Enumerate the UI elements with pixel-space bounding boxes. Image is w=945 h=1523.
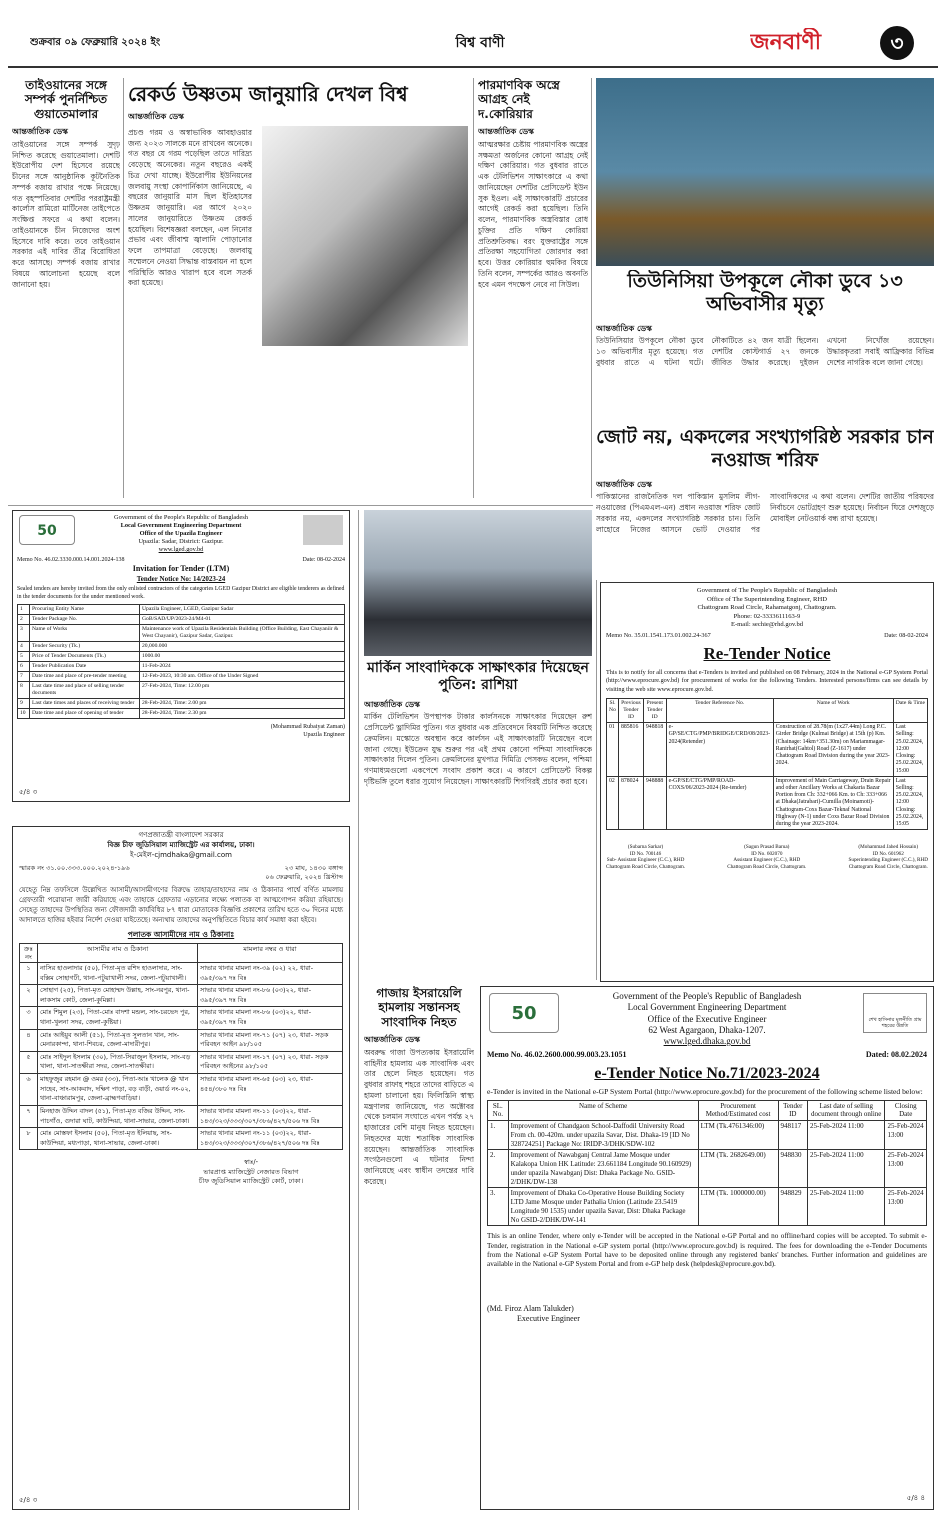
table-cell: 12-Feb-2023, 10:30 am. Office of the Under Signed [140, 671, 345, 681]
table-cell: 28-Feb-2024, Time: 2.30 pm [140, 708, 345, 718]
table-cell: 885816 [618, 723, 643, 777]
headline-gaza: গাজায় ইসরায়েলি হামলায় সন্তানসহ সাংবাদিক নিহত [376, 986, 462, 1029]
table-cell: 01 [607, 723, 619, 777]
court-sign-office: চীফ জুডিসিয়াল ম্যাজিস্ট্রেট কোর্ট, ঢাকা। [198, 1176, 304, 1185]
table-cell: মাহফুজুর রহমান @ ওমর (৩৩), পিতা-আঃ খালেক @ খান সাহেব, সাং-আকবাদ, দক্ষিণ পাড়া, বড় বাড়ী, ওয়ার্ড নং-০২, থানা-বাঞ্চারামপুর, জেলা-ব্রাহ্মণবাড়িয়া। [38, 1074, 198, 1106]
headline-taiwan: তাইওয়ানের সঙ্গে সম্পর্ক পুনর্নিশ্চিত গুয়াতেমালার [24, 78, 108, 121]
court-office: বিজ্ঞ চীফ জুডিসিয়াল ম্যাজিস্ট্রেট এর কার্যালয়, ঢাকা। [107, 840, 255, 849]
ltm-table [17, 604, 345, 719]
table-header-row [488, 1100, 927, 1121]
rhd-table [606, 698, 928, 830]
table-cell: Procuring Entity Name [30, 604, 140, 614]
table-cell: সাভার থানার মামলা নং-৩৯ (০২) ২২, ধারা- ৩৯৫/৩৯৭ দঃ বিঃ [198, 963, 343, 985]
row-divider [8, 505, 593, 506]
ltm-portrait [303, 515, 343, 545]
signature-line: Chattogram Road Circle, Chattogram. [606, 863, 686, 870]
table-header-cell: Closing Date [885, 1100, 927, 1121]
table-cell: মিনহাজ উদ্দিন বাদল (৫১), পিতা-মৃত বজির উদ্দিন, সাং-পাচগাঁও, গুদারা ঘাট, কাউন্দিয়া, থানা-সাভার, জেলা-ঢাকা। [38, 1105, 198, 1127]
court-memo: স্মারক নং ৩১.০০.৩৩৩.০০০.২০২৪-১৯৬ [19, 864, 130, 873]
table-cell: 8 [18, 681, 30, 698]
ltm-code: ৫/৪ ৩ [19, 787, 38, 796]
signature-line: Assistant Engineer (C.C.), RHD [733, 857, 801, 864]
table-cell: LTM (Tk. 2682649.00) [698, 1150, 778, 1188]
rhd-gov: Government of The People's Republic of Bangladesh [696, 587, 838, 594]
table-cell: 2 [18, 614, 30, 624]
table-row [18, 614, 345, 624]
signature-line: Chattogram Road Circle, Chattogram. [848, 863, 928, 870]
etender-memo: Memo No. 46.02.2600.000.99.003.23.1051 [487, 1050, 627, 1060]
ltm-sign: (Mohammad Rubaiyat Zaman) [270, 723, 345, 730]
table-cell: 1. [488, 1121, 509, 1150]
masthead-date: শুক্রবার ০৯ ফেব্রুয়ারি ২০২৪ ইং [30, 37, 161, 48]
masthead-rule [8, 66, 938, 68]
court-code: ৫/৪ ৩ [19, 1495, 38, 1504]
article-tunisia [596, 270, 934, 420]
signature-line: Superintending Engineer (C.C.), RHD [848, 857, 928, 864]
table-header-cell: Sl. No [607, 699, 619, 723]
putin-photo [364, 510, 592, 656]
table-cell: 6 [18, 661, 30, 671]
table-cell: 10 [18, 708, 30, 718]
body-nuclear: আত্মরক্ষার চেষ্টায় পারমাণবিক অস্ত্রের সক্ষমতা অর্জনের কোনো আগ্রহ নেই দক্ষিণ কোরিয়ার। গত বুধবার রাতে এক টেলিভিশন সাক্ষাৎকারে এ কথা জানিয়েছেন দেশটির প্রেসিডেন্ট ইউন সুক ইওল। এই সাক্ষাৎকারটি প্রচারের আগেই রেকর্ড করা হয়েছিল। তিনি বলেন, পারমাণবিক অস্ত্রবিস্তার রোধ চুক্তির প্রতি দক্ষিণ কোরিয়া প্রতিশ্রুতিবদ্ধ। বরং যুক্তরাষ্ট্রের সঙ্গে প্রতিরক্ষা সহযোগিতা জোরদার করা হবে। উত্তর কোরিয়ার হুমকির বিষয়ে তিনি বলেন, সম্পর্কের আরও অবনতি হবে এমন পদক্ষেপ নেবে না সিউল। [478, 139, 588, 289]
desk-taiwan: আন্তর্জাতিক ডেস্ক [12, 127, 68, 137]
column-divider [358, 510, 359, 1510]
court-list-title: পলাতক আসামীদের নাম ও ঠিকানাঃ [127, 929, 235, 939]
table-cell: 27-Feb-2024, Time: 12.00 pm [140, 681, 345, 698]
signature-line: (Sagun Prasad Barua) [744, 844, 790, 851]
table-cell: 9 [18, 698, 30, 708]
body-record: প্রচণ্ড গরম ও অস্বাভাবিক আবহাওয়ার জন্য ২০২৩ সালকে মনে রাখবেন অনেকে। গত বছর যে গরম পড়েছিল তাতে দারিদ্র্য বেড়েছে অনেকের। নতুন বছরেও একই চিত্র দেখা যাচ্ছে। ইউরোপীয় ইউনিয়নের জলবায়ু সংস্থা কোপার্নিকাস জানিয়েছে, এ বছরের জানুয়ারি মাস ছিল ইতিহাসের উষ্ণতম জানুয়ারি। এর আগে ২০২০ সালের জানুয়ারিতে উষ্ণতম রেকর্ড হয়েছিল। বিশেষজ্ঞরা বলছেন, এল নিনোর প্রভাব এবং জীবাশ্ম জ্বালানি পোড়ানোর ফলে তাপমাত্রা বেড়েছে। জলবায়ু সম্মেলনে নেওয়া সিদ্ধান্ত বাস্তবায়ন না হলে পরিস্থিতি আরও খারাপ হবে বলে সতর্ক করা হয়েছে। [128, 128, 252, 288]
table-row [607, 723, 928, 777]
signature-line: (Subarna Sarkar) [627, 844, 664, 851]
table-cell: 5 [18, 651, 30, 661]
table-cell: Tender Package No. [30, 614, 140, 624]
rhd-memo: Memo No. 35.01.1541.173.01.002.24-367 [606, 631, 711, 639]
etender-notes: This is an online Tender, where only e-Tender will be accepted in the National e-GP Portal and no offline/hard copies will be accepted. To submit e-Tender, registration in the National e-GP system portal (http://www.eprocure.gov.bd) is required. The fees for downloading the e-Tender Documents from the National e-GP System Portal have to be deposited online through any registered banks' branches. Further information and guidelines are available in the National e-GP System Portal and from e-GP help desk (helpdesk@eprocure.gov.bd). [487, 1232, 927, 1269]
signature-line: ID No. 700146 [629, 850, 662, 857]
etender-sign-title: Executive Engineer [517, 1314, 580, 1324]
court-date-english: ০৬ ফেব্রুয়ারি, ২০২৪ খ্রিস্টাব্দ [265, 873, 343, 882]
table-row [20, 963, 343, 985]
signature-line: Chattogram Road Circle, Chattogram. [727, 863, 807, 870]
table-cell: GoB/SAD/UP/2023-24/M4-01 [140, 614, 345, 624]
table-cell: সোহাগ (২৫), পিতা-মৃত মোহাম্মদ উল্লাহ, সাং-নরপুর, থানা-লাকসাম কোট, জেলা-কুমিল্লা। [38, 985, 198, 1007]
table-cell: Last date times and places of receiving tender [30, 698, 140, 708]
table-cell: 878024 [618, 776, 643, 830]
table-cell: 948117 [778, 1121, 807, 1150]
table-header-cell: Tender Reference No. [666, 699, 773, 723]
table-row [18, 681, 345, 698]
table-cell: 25-Feb-2024 13:00 [885, 1121, 927, 1150]
table-header-cell: Name of Scheme [508, 1100, 698, 1121]
table-cell: Improvement of Chandgaon School-Daffodil University Road From ch. 00-420m. under upazila Savar, Dist. Dhaka-19 [ID No 328724251] Package No: IRIDP-3/DHK/SDW-102 [508, 1121, 698, 1150]
column-divider [591, 78, 592, 498]
ltm-intro: Sealed tenders are hereby invited from the only enlisted contractors of the categories LGED Gazipur District are eligible tenderers as defined in the tender documents for the under mentioned work. [17, 586, 345, 601]
court-sign-title: ভারপ্রাপ্ত ম্যাজিস্ট্রেট নেজারত বিভাগ [203, 1167, 299, 1176]
table-row [18, 624, 345, 641]
table-cell: Improvement of Dhaka Co-Operative House Building Society LTD Jame Mosque under Pathalia Union (Latitude 23.5419 Longitude 90 1535) under upazila Savar, Dist: Dhaka Package No GSID-2/DHK/DW-141 [508, 1188, 698, 1226]
ltm-gov: Government of the People's Republic of Bangladesh [114, 514, 248, 521]
table-row [18, 671, 345, 681]
court-body: যেহেতু নিম্ন তফসিলে উল্লেখিত আসামী/আসামীগণের বিরুদ্ধে তাহার/তাহাদের নাম ও ঠিকানার পার্শ্বে বর্ণিত মামলায় গ্রেফতারী পরোয়ানা জারী করিয়াছে এবং তাহাকে গ্রেফতার এড়ানোর লক্ষ্যে পলাতক বা আত্মগোপন করিয়া রহিয়াছে। সেহেতু তাহাদের উপস্থিতির জন্য ফৌজদারী কার্যবিধির ৮৭ ধারা মোতাবেক বিজ্ঞপ্তি প্রকাশের তারিখ হতে ৩০ দিনের মধ্যে আদালতে হাজির হইবার নির্দেশ দেওয়া যাইতেছে। অন্যথায় তাহাদের অনুপস্থিতিতে বিচার কার্য সমাধা করা হইবে। [19, 886, 343, 924]
table-cell: মোঃ শিমুল (২৩), পিতা-মোঃ বাদশা মন্ডল, সাং-চরভেদ পুর, থানা-খুলনা সদর, জেলা-কুষ্টিয়া। [38, 1007, 198, 1029]
table-cell: 28-Feb-2024, Time: 2.00 pm [140, 698, 345, 708]
table-cell: ৮ [20, 1128, 38, 1150]
column-divider [123, 78, 124, 498]
etender-intro: e-Tender is invited in the National e-GP System Portal (http://www.eprocure.gov.bd) for the procurement of the following scheme listed below: [487, 1086, 923, 1096]
table-row [18, 708, 345, 718]
headline-nuclear: পারমাণবিক অস্ত্রে আগ্রহ নেই দ.কোরিয়ার [478, 78, 560, 121]
article-taiwan [12, 78, 120, 498]
table-cell: 7 [18, 671, 30, 681]
etender-title: e-Tender Notice No.71/2023-2024 [594, 1065, 820, 1083]
table-row [20, 1051, 343, 1073]
etender-addr: 62 West Agargaon, Dhaka-1207. [648, 1024, 766, 1035]
table-cell: 3 [18, 624, 30, 641]
ltm-title: Invitation for Tender (LTM) [132, 564, 230, 574]
table-row [488, 1150, 927, 1188]
table-cell: Date time and place of pre-tender meeting [30, 671, 140, 681]
ad-lged-ltm [12, 510, 350, 802]
table-row [607, 776, 928, 830]
table-cell: 2. [488, 1150, 509, 1188]
ltm-sign-title: Upazila Engineer [303, 731, 345, 738]
table-cell: 1000.00 [140, 651, 345, 661]
court-sign: স্বাঃ/- [243, 1158, 259, 1167]
etender-gov: Government of the People's Republic of Bangladesh [612, 991, 802, 1001]
ad-rhd-retender [600, 582, 934, 982]
body-putin: মার্কিন টেলিভিশন উপস্থাপক টাকার কার্লসনকে সাক্ষাৎকার দিয়েছেন রুশ প্রেসিডেন্ট ভ্লাদিমির পুতিন। গত বুধবার এক প্রতিবেদনে বিষয়টি নিশ্চিত করেছে ক্রেমলিন। মস্কোতে অবস্থান করে কার্লসন এই সাক্ষাৎকারটি নিয়েছেন বলে জানা গেছে। ইউক্রেন যুদ্ধ শুরুর পর এই প্রথম কোনো পশ্চিমা সাংবাদিককে সাক্ষাৎকার দিলেন পুতিন। ক্রেমলিনের মুখপাত্র দিমিত্রি পেসকভ বলেন, পশ্চিমা গণমাধ্যমগুলো একপেশে সংবাদ প্রকাশ করে। এ কারণে প্রেসিডেন্ট বিকল্প দৃষ্টিভঙ্গি তুলে ধরার সুযোগ নিয়েছেন। সাক্ষাৎকারটি শিগগিরই প্রচার করা হবে। [364, 712, 592, 786]
table-cell: ২ [20, 985, 38, 1007]
signature-block [727, 844, 806, 870]
table-cell: 25-Feb-2024 13:00 [885, 1188, 927, 1226]
page-number-text: ৩ [890, 31, 904, 55]
table-cell: ৪ [20, 1029, 38, 1051]
signature-block [848, 844, 928, 870]
mujib-badge [863, 993, 927, 1033]
article-nawaz [596, 426, 934, 576]
ltm-addr: Upazila: Sadar, District: Gazipur. [138, 538, 224, 545]
lged-logo: 50 [19, 515, 75, 545]
table-cell: ৫ [20, 1051, 38, 1073]
table-cell: 948829 [778, 1188, 807, 1226]
body-gaza: অবরুদ্ধ গাজা উপত্যকায় ইসরায়েলি বাহিনীর হামলায় এক সাংবাদিক এবং তার ছেলে নিহত হয়েছেন। গত বুধবার রাফাহ শহরে তাদের বাড়িতে এ হামলা চালানো হয়। ফিলিস্তিনি স্বাস্থ্য মন্ত্রণালয় জানিয়েছে, গত অক্টোবর থেকে চলমান সংঘাতে এখন পর্যন্ত ২৭ হাজারের বেশি মানুষ নিহত হয়েছেন। নিহতদের মধ্যে শতাধিক সাংবাদিক রয়েছেন। আন্তর্জাতিক সাংবাদিক সংগঠনগুলো এ ঘটনার নিন্দা জানিয়েছে এবং স্বাধীন তদন্তের দাবি করেছে। [364, 1047, 474, 1186]
ltm-web[interactable]: www.lged.gov.bd [158, 546, 204, 553]
etender-dept: Local Government Engineering Department [627, 1002, 787, 1013]
table-row [20, 1105, 343, 1127]
table-cell: LTM (Tk. 1000000.00) [698, 1188, 778, 1226]
table-cell: 948888 [643, 776, 666, 830]
rhd-email[interactable]: E-mail: sechie@rhd.gov.bd [730, 621, 804, 629]
article-nuclear [478, 78, 588, 498]
table-row [18, 651, 345, 661]
logo [750, 28, 890, 62]
table-cell: সাভার থানার মামলা নং-৭১ (০৭) ২৩, ধারা- সড়ক পরিবহন আইন ৯৮/১০৫ [198, 1029, 343, 1051]
court-gov: গণপ্রজাতন্ত্রী বাংলাদেশ সরকার [138, 831, 224, 839]
court-email: ই-মেইল-cjmdhaka@gmail.com [130, 850, 232, 859]
table-row [18, 641, 345, 651]
table-cell: সাভার থানার মামলা নং-৮৬ (০৩)২২, ধারা- ৩৯৫/৩৯৭ দঃ বিঃ [198, 985, 343, 1007]
table-header-cell: মামলার নম্বর ও ধারা [198, 943, 343, 962]
table-cell: 25-Feb-2024 11:00 [807, 1121, 885, 1150]
table-cell: সাভার থানার মামলা নং-৮৬ (০৩)২২, ধারা- ৩৯৫/৩৯৭ দঃ বিঃ [198, 1007, 343, 1029]
table-row [18, 661, 345, 671]
table-header-cell: Name of Work [773, 699, 893, 723]
signature-line: Sub- Assistant Engineer (C.C.), RHD [606, 857, 685, 864]
table-cell: সাভার থানার মামলা নং-১৭ (০৭) ২৩, ধারা- সড়ক পরিবহন আইনের ৯৮/১০৫ [198, 1051, 343, 1073]
desk-nawaz: আন্তর্জাতিক ডেস্ক [596, 479, 652, 489]
table-cell: Last date time and place of selling tender documents [30, 681, 140, 698]
etender-table [487, 1100, 927, 1227]
table-row [18, 698, 345, 708]
table-cell: e-GP/SE/CTG/PMP/ROAD-COXS/06/2023-2024 (Re-tender) [666, 776, 773, 830]
table-cell: Improvement of Nawabganj Central Jame Mosque under Kalakopa Union HK Latitude: 23.661184 Longitude 90.160929) under upazila Nawabganj Dist: Dhaka Package No. GSID-2/DHK/DW-138 [508, 1150, 698, 1188]
table-row [20, 1007, 343, 1029]
mujib-text: শেখ হাসিনার মূলনীতি গ্রাম শহরের উন্নতি [868, 1017, 922, 1029]
table-cell: ৬ [20, 1074, 38, 1106]
table-cell: 20,000.000 [140, 641, 345, 651]
table-cell: ১ [20, 963, 38, 985]
column-divider [596, 580, 597, 980]
table-header-cell: Procurement Method/Estimated cost [698, 1100, 778, 1121]
table-cell: 1 [18, 604, 30, 614]
table-header-cell: SL. No. [488, 1100, 509, 1121]
table-cell: 25-Feb-2024 11:00 [807, 1150, 885, 1188]
table-cell: 3. [488, 1188, 509, 1226]
table-cell: Name of Works [30, 624, 140, 641]
table-row [488, 1121, 927, 1150]
column-divider [473, 78, 474, 498]
signature-line: ID No. 601962 [872, 850, 904, 857]
logo-text: জনবাণী [750, 30, 822, 55]
ltm-tender-no: Tender Notice No: 14/2023-24 [136, 574, 226, 583]
table-header-row [20, 943, 343, 962]
table-cell: Improvement of Main Carriageway, Drain Repair and other Ancillary Works at Chakaria Bazar Portion from Ch: 332+066 Km. to Ch: 333+066 at Dhaka(Jatrabari)-Cumilla (Moinamoti)-Chattogram-Coxs Bazar-Teknaf National Highway (N-1) under Coxs Bazar Road Division during the year 2023-2024. [773, 776, 893, 830]
table-cell: Tender Security (Tk.) [30, 641, 140, 651]
headline-nawaz: জোট নয়, একদলের সংখ্যাগরিষ্ঠ সরকার চান নওয়াজ শরিফ [596, 426, 934, 471]
etender-code: ৫/৪ ৪ [906, 1493, 925, 1502]
table-header-cell: ক্রঃ নং [20, 943, 38, 962]
table-cell: সাভার থানার মামলা নং-১১ (০৩)২২, ধারা- ১৪৩/৩২৩/৩৩৩/৩০৭/৩৮৬/৪২৭/৫০৬ দঃ বিঃ [198, 1128, 343, 1150]
table-cell: e-GP/SE/CTG/PMP/BRIDGE/CRD/08/2023-2024(Retender) [666, 723, 773, 777]
table-row [20, 1074, 343, 1106]
table-row [18, 604, 345, 614]
etender-date: Dated: 08.02.2024 [865, 1050, 927, 1060]
masthead [0, 0, 945, 70]
table-cell: মোঃ সাইদুল ইসলাম (৩০), পিতা-সিরাজুল ইসলাম, সাং-বড় খালা, থানা-সাতক্ষীরা সদর, জেলা-সাতক্ষীরা। [38, 1051, 198, 1073]
table-cell: মোঃ মোস্তফা ইসলাম (৫০), পিতা-মৃত ইলিয়াছ, সাং-কাউন্দিয়া, মধ্যপাড়া, থানা-সাভার, জেলা-ঢাকা। [38, 1128, 198, 1150]
body-nawaz: পাকিস্তানের রাজনৈতিক দল পাকিস্তান মুসলিম লীগ-নওয়াজের (পিএমএল-এন) প্রধান নওয়াজ শরিফ জোট সরকার নয়, একদলের সংখ্যাগরিষ্ঠ সরকার চান। তিনি লাহোরে নিজের আসনে ভোট দেওয়ার পর সাংবাদিকদের এ কথা বলেন। দেশটির জাতীয় পরিষদের নির্বাচনে ভোটগ্রহণ শুরু হয়েছে। নির্বাচন ঘিরে দেশজুড়ে মোবাইল নেটওয়ার্ক বন্ধ রাখা হয়েছে। [596, 492, 934, 534]
masthead-section: বিশ্ব বাণী [455, 35, 505, 51]
signature-block [606, 844, 685, 870]
table-cell: Last Selling: 25.02.2024, 12:00 Closing: 25.02.2024, 15:05 [893, 776, 927, 830]
table-cell: Upazila Engineer, LGED, Gazipur Sadar [140, 604, 345, 614]
body-tunisia: তিউনিসিয়ার উপকূলে নৌকা ডুবে ১৩ অভিবাসীর মৃত্যু হয়েছে। গত বুধবার রাতে এ ঘটনা ঘটে। নৌকাটিতে ৪২ জন যাত্রী ছিলেন। দেশটির কোস্টগার্ড ২৭ জনকে জীবিত উদ্ধার করেছে। দুইজন এখনো নিখোঁজ রয়েছেন। উদ্ধারকৃতরা সবাই আফ্রিকার বিভিন্ন দেশের নাগরিক বলে জানা গেছে। [596, 336, 934, 367]
table-cell: সাভার থানার মামলা নং-৬৫ (০৩) ২৩, ধারা- ৪৫৪/৩৮০ দঃ বিঃ [198, 1074, 343, 1106]
rhd-phone: Phone: 02-3333611163-9 [733, 612, 801, 620]
table-header-row [607, 699, 928, 723]
table-cell: LTM (Tk.4761346:00) [698, 1121, 778, 1150]
table-cell: মোঃ আইয়ুব আলী (৫১), পিতা-মৃত সুলতান খান, সাং-মেনারকান্দা, থানা-শিবচর, জেলা-মাদারীপুর। [38, 1029, 198, 1051]
table-header-cell: আসামীর নাম ও ঠিকানা [38, 943, 198, 962]
table-row [20, 1128, 343, 1150]
etender-logo: 50 [489, 993, 559, 1033]
signature-line: (Mohammad Jahed Hossain) [858, 844, 919, 851]
rhd-date: Date: 08-02-2024 [884, 631, 928, 639]
table-header-cell: Last date of selling document through online [807, 1100, 885, 1121]
headline-record: রেকর্ড উষ্ণতম জানুয়ারি দেখল বিশ্ব [128, 82, 408, 106]
rhd-addr: Chattogram Road Circle, Rahamatgonj, Chattogram. [697, 604, 837, 612]
rhd-signatures [606, 844, 928, 870]
ltm-date: Date: 08-02-2024 [302, 557, 345, 563]
page-number [880, 26, 914, 60]
desk-nuclear: আন্তর্জাতিক ডেস্ক [478, 127, 534, 137]
court-date-bangla: ২৩ মাঘ, ১৪৩০ বঙ্গাব্দ [284, 864, 343, 873]
headline-tunisia: তিউনিসিয়া উপকূলে নৌকা ডুবে ১৩ অভিবাসীর মৃত্যু [627, 270, 903, 315]
desk-putin: আন্তর্জাতিক ডেস্ক [364, 699, 420, 709]
table-cell: Price of Tender Documents (Tk.) [30, 651, 140, 661]
table-cell: 11-Feb-2024 [140, 661, 345, 671]
desk-gaza: আন্তর্জাতিক ডেস্ক [364, 1035, 420, 1045]
table-header-cell: Present Tender ID [643, 699, 666, 723]
table-cell: Tender Publication Date [30, 661, 140, 671]
etender-office: Office of the Executive Engineer [647, 1013, 767, 1024]
table-row [488, 1188, 927, 1226]
table-cell: ৩ [20, 1007, 38, 1029]
table-cell: 25-Feb-2024 13:00 [885, 1150, 927, 1188]
signature-line: ID No. 602070 [751, 850, 783, 857]
table-header-cell: Date & Time [893, 699, 927, 723]
rhd-intro: This is to notify for all concerns that e-Tenders is invited and published on 08 February, 2024 in the National e-GP System Portal (http://www.eprocure.gov.bd) for procurement of works for the following Tenders. Interested persons/firms can see details by visiting the web site www.eprocure.gov.bd. [606, 669, 928, 693]
table-cell: Date time and place of opening of tender [30, 708, 140, 718]
table-cell: Maintenance work of Upazila Residentials Building (Office Building, East Chayaniir & West Chayanir), Gazipur Sadar, Gazipur. [140, 624, 345, 641]
desk-tunisia: আন্তর্জাতিক ডেস্ক [596, 323, 652, 333]
etender-sign: (Md. Firoz Alam Talukder) [487, 1303, 574, 1313]
article-gaza [364, 986, 474, 1510]
article-record [128, 82, 468, 502]
article-putin [364, 660, 592, 980]
ltm-memo: Memo No. 46.02.3330.000.14.001.2024-138 [17, 557, 125, 563]
ltm-office: Office of the Upazila Engineer [139, 530, 223, 537]
boat-photo [596, 78, 934, 266]
rhd-title: Re-Tender Notice [703, 644, 831, 664]
table-cell: 25-Feb-2024 11:00 [807, 1188, 885, 1226]
table-cell: সাভার থানার মামলা নং-১১ (০৩)২২, ধারা- ১৪৩/৩২৩/৩৩৩/৩০৭/৩৮৬/৪২৭/৫০৬ দঃ বিঃ [198, 1105, 343, 1127]
table-cell: 4 [18, 641, 30, 651]
table-cell: ৭ [20, 1105, 38, 1127]
table-header-cell: Previous Tender ID [618, 699, 643, 723]
etender-web[interactable]: www.lged.dhaka.gov.bd [663, 1036, 751, 1046]
body-taiwan: তাইওয়ানের সঙ্গে সম্পর্ক সুদৃঢ় নিশ্চিত করেছে গুয়াতেমালা। দেশটি ইউরোপীয় দেশ হিসেবে রয়েছে চীনের সঙ্গে আনুষ্ঠানিক কূটনৈতিক সম্পর্ক বজায় রাখার পক্ষে নিয়েছে। গত বৃহস্পতিবার দেশটির পররাষ্ট্রমন্ত্রী কার্লোস রামিরো মার্টিনেজ তাইপেতে সংক্ষিপ্ত সফরে এ কথা বলেন। তাইওয়ানকে চীন নিজেদের অংশ হিসেবে দাবি করে। তবে তাইওয়ান সরকার এই দাবির তীব্র বিরোধিতা করে আসছে। সম্পর্ক বজায় রাখার বিষয়ে আলোচনা হয়েছে বলে জানানো হয়। [12, 139, 120, 289]
table-cell: 948818 [643, 723, 666, 777]
court-table [19, 943, 343, 1151]
ad-lged-etender [480, 986, 934, 1510]
table-row [20, 985, 343, 1007]
table-cell: 948830 [778, 1150, 807, 1188]
table-cell: নাসির হাওলাদার (৫০), পিতা-মৃত রশিদ হাওলাদার, সাং-বক্সিম সোহাগঢী, থানা-পটুয়াখালী সদর, জেলা-পটুয়াখালী। [38, 963, 198, 985]
desk-record: আন্তর্জাতিক ডেস্ক [128, 112, 184, 121]
table-row [20, 1029, 343, 1051]
heat-photo [262, 126, 468, 346]
ad-court-notice [12, 826, 350, 1510]
headline-putin: মার্কিন সাংবাদিককে সাক্ষাৎকার দিয়েছেন পুতিন: রাশিয়া [367, 660, 589, 693]
table-cell: Construction of 28.78(m (1x27.44m) Long P.C. Girder Bridge (Kulmai Bridge) at 15th (p) Km. (Chainage: 14km+351.30m) on Mariammagar-Ranirhat(Gahtol) Road (Z-1617) under Chattogram Road Division during the year 2023-2024. [773, 723, 893, 777]
rhd-office: Office of The Superintending Engineer, RHD [707, 595, 827, 603]
table-cell: Last Selling: 25.02.2024, 12:00 Closing: 25.02.2024, 15:00 [893, 723, 927, 777]
ltm-dept: Local Government Engineering Department [120, 522, 242, 529]
table-header-cell: Tender ID [778, 1100, 807, 1121]
table-cell: 02 [607, 776, 619, 830]
